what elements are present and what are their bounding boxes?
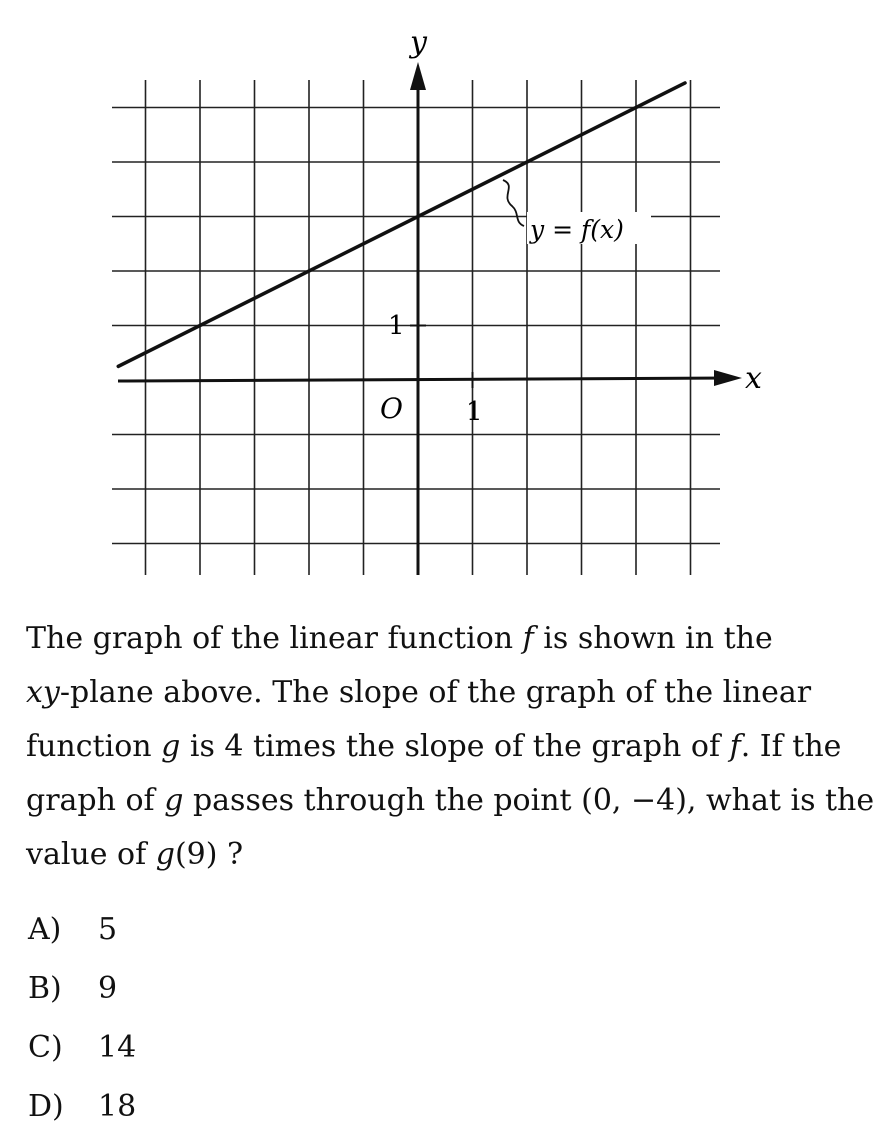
function-name-g: g bbox=[155, 837, 175, 872]
choice-value: 9 bbox=[98, 971, 118, 1006]
question-part: . If the graph of bbox=[26, 729, 842, 818]
choice-letter: A) bbox=[28, 912, 62, 947]
choice-c[interactable] bbox=[28, 1018, 136, 1077]
choice-letter: C) bbox=[28, 1030, 63, 1065]
grid-lines bbox=[112, 80, 720, 575]
question-part: is 4 times the slope of the graph of bbox=[180, 729, 730, 764]
x-axis-arrowhead bbox=[714, 370, 742, 386]
x-axis bbox=[118, 378, 730, 381]
x-tick-label: 1 bbox=[466, 397, 483, 427]
question-part: (9) ? bbox=[174, 837, 244, 872]
choice-d[interactable] bbox=[28, 1077, 136, 1136]
choice-a[interactable] bbox=[28, 900, 136, 959]
choice-letter: B) bbox=[28, 971, 62, 1006]
choice-value: 18 bbox=[98, 1089, 137, 1124]
question-part: -plane above. The slope of the graph of the linear function bbox=[26, 675, 812, 764]
function-name-g: g bbox=[164, 783, 184, 818]
origin-label: O bbox=[380, 392, 403, 425]
choice-value: 14 bbox=[98, 1030, 137, 1065]
question-part: The graph of the linear function bbox=[26, 621, 523, 656]
curve-label-pointer bbox=[503, 180, 524, 226]
answer-choices bbox=[28, 900, 136, 1136]
xy-term: xy bbox=[26, 675, 60, 710]
y-axis-label: y bbox=[410, 25, 427, 60]
function-name-g: g bbox=[161, 729, 181, 764]
y-tick-label: 1 bbox=[388, 311, 405, 341]
choice-value: 5 bbox=[98, 912, 118, 947]
function-name-f: f bbox=[522, 621, 534, 656]
x-axis-label: x bbox=[745, 361, 762, 396]
choice-letter: D) bbox=[28, 1089, 64, 1124]
question-text bbox=[26, 612, 876, 882]
curve-label: y = f(x) bbox=[530, 215, 624, 244]
choice-b[interactable] bbox=[28, 959, 136, 1018]
y-axis-arrowhead bbox=[410, 62, 426, 90]
question-part: is shown in the bbox=[533, 621, 773, 656]
question-part: passes through the point (0, −4), what is the value of bbox=[26, 783, 875, 872]
function-name-f: f bbox=[729, 729, 741, 764]
